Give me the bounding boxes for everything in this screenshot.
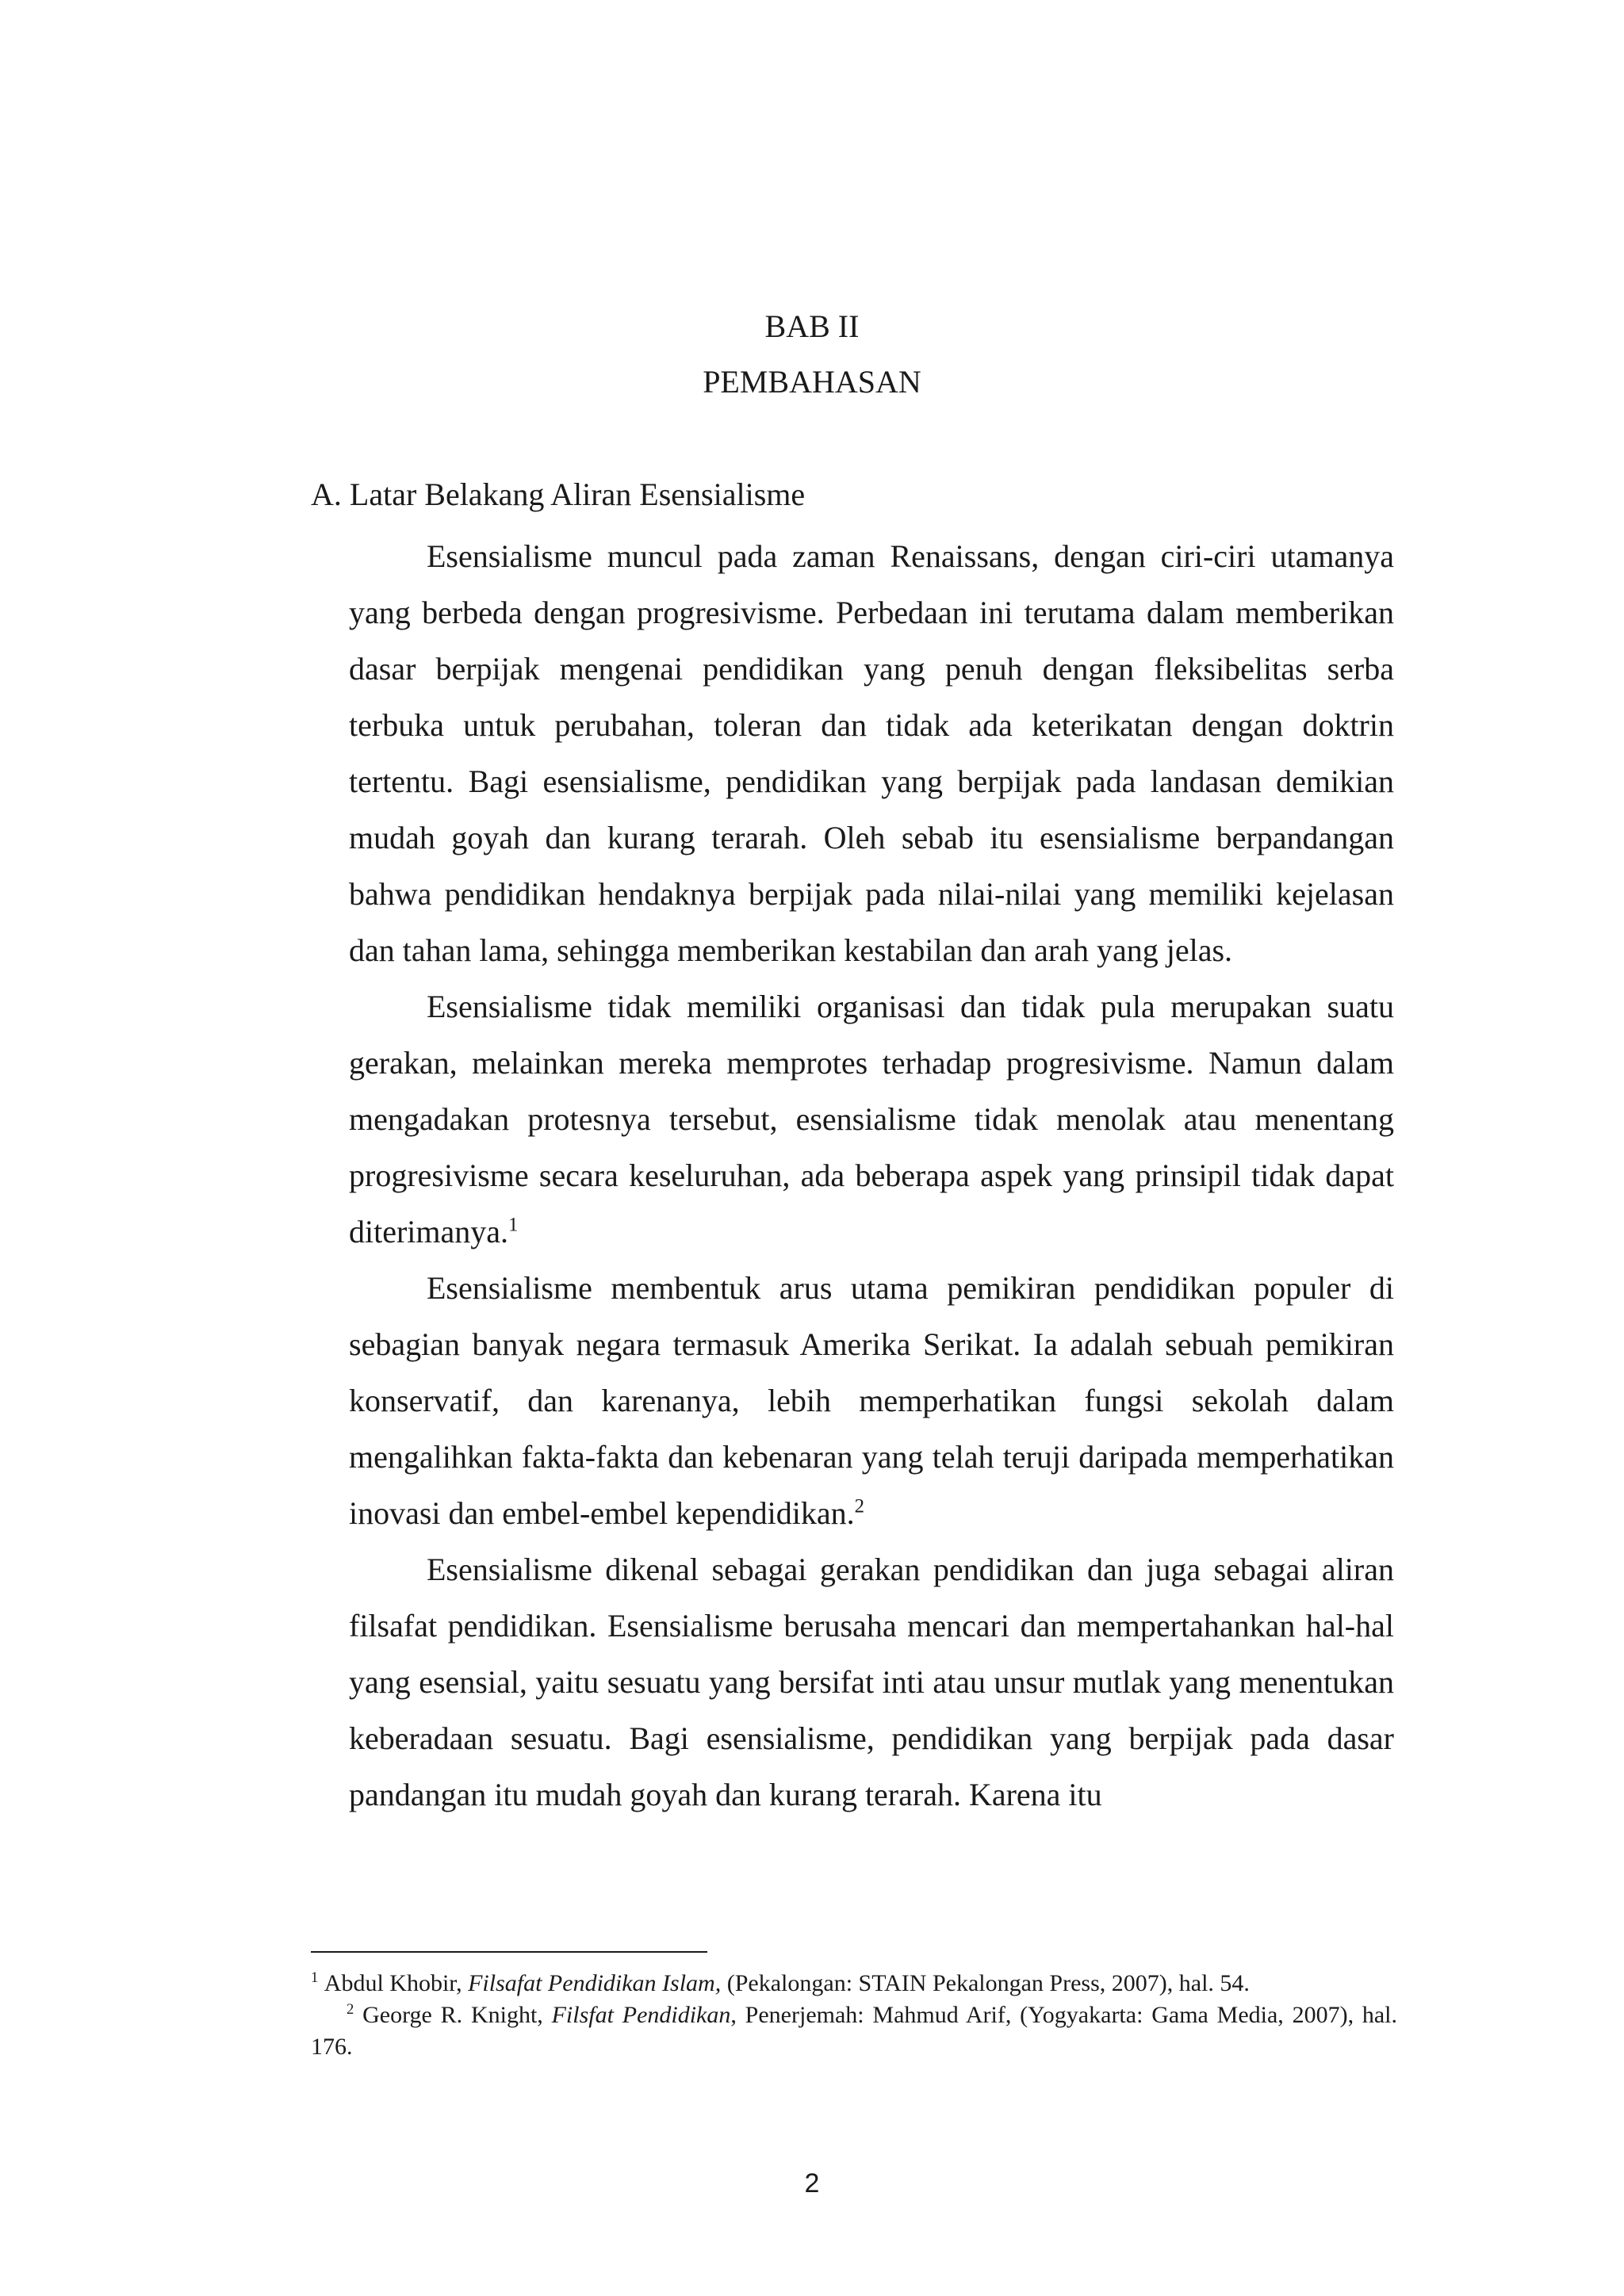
- paragraph: [349, 1260, 1394, 1541]
- footnotes: [311, 1968, 1397, 2063]
- paragraph: [349, 978, 1394, 1260]
- chapter-title: PEMBAHASAN: [703, 364, 921, 400]
- footnote-title: Filsfat Pendidikan: [551, 2002, 731, 2028]
- footnote-publication: , Penerjemah: Mahmud Arif, (Yogyakarta: Gama Media, 2007), hal. 176.: [311, 2002, 1398, 2060]
- footnote: [311, 1968, 1397, 1999]
- footnote-publication: (Pekalongan: STAIN Pekalongan Press, 2007), hal. 54.: [726, 1970, 1250, 1996]
- footnote: [311, 1999, 1397, 2063]
- paragraph-text: Esensialisme membentuk arus utama pemikiran pendidikan populer di sebagian banyak negara termasuk Amerika Serikat. Ia adalah sebuah pemikiran konservatif, dan karenanya, lebih memperhatikan fungsi sekolah dalam mengalihkan fakta-fakta dan kebenaran yang telah teruji daripada memperhatikan inovasi dan embel-embel kependidikan.: [349, 1270, 1394, 1531]
- footnote-number: 2: [347, 2001, 354, 2018]
- page-number: 2: [804, 2168, 820, 2198]
- body-text: [349, 528, 1394, 1823]
- footnote-author: George R. Knight,: [362, 2002, 543, 2028]
- paragraph: [349, 528, 1394, 978]
- paragraph-text: Esensialisme dikenal sebagai gerakan pendidikan dan juga sebagai aliran filsafat pendidikan. Esensialisme berusaha mencari dan mempertahankan hal-hal yang esensial, yaitu sesuatu yang bersifat inti atau unsur mutlak yang menentukan keberadaan sesuatu. Bagi esensialisme, pendidikan yang berpijak pada dasar pandangan itu mudah goyah dan kurang terarah. Karena itu: [349, 1552, 1394, 1812]
- paragraph-text: Esensialisme tidak memiliki organisasi dan tidak pula merupakan suatu gerakan, melainkan mereka memprotes terhadap progresivisme. Namun dalam mengadakan protesnya tersebut, esensialisme tidak menolak atau menentang progresivisme secara keseluruhan, ada beberapa aspek yang prinsipil tidak dapat diterimanya.: [349, 989, 1394, 1249]
- footnote-author: Abdul Khobir,: [324, 1970, 462, 1996]
- chapter-number: BAB II: [764, 308, 860, 344]
- footnote-number: 1: [311, 1969, 319, 1986]
- footnote-reference: 1: [508, 1214, 519, 1236]
- footnote-title: Filsafat Pendidikan Islam,: [468, 1970, 722, 1996]
- footnote-separator: [311, 1951, 707, 1953]
- footnote-reference: 2: [854, 1495, 864, 1517]
- paragraph: [349, 1541, 1394, 1823]
- section-heading: A. Latar Belakang Aliran Esensialisme: [311, 476, 806, 512]
- paragraph-text: Esensialisme muncul pada zaman Renaissans, dengan ciri-ciri utamanya yang berbeda dengan progresivisme. Perbedaan ini terutama dalam memberikan dasar berpijak mengenai pendidikan yang penuh dengan fleksibelitas serba terbuka untuk perubahan, toleran dan tidak ada keterikatan dengan doktrin tertentu. Bagi esensialisme, pendidikan yang berpijak pada landasan demikian mudah goyah dan kurang terarah. Oleh sebab itu esensialisme berpandangan bahwa pendidikan hendaknya berpijak pada nilai-nilai yang memiliki kejelasan dan tahan lama, sehingga memberikan kestabilan dan arah yang jelas.: [349, 538, 1394, 968]
